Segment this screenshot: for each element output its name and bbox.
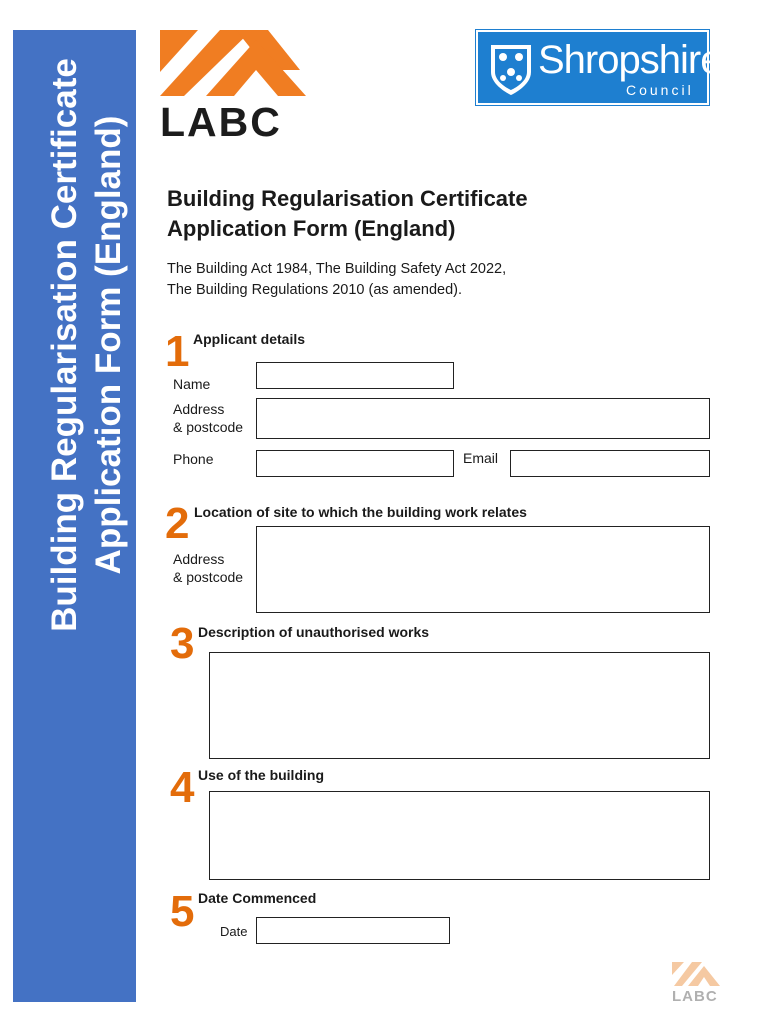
date-label: Date xyxy=(220,924,248,939)
phone-label: Phone xyxy=(173,451,214,467)
shropshire-sub: Council xyxy=(626,82,694,98)
section-3-heading: Description of unauthorised works xyxy=(198,624,430,640)
sidebar-title xyxy=(43,45,131,645)
section-4-number: 4 xyxy=(170,763,195,812)
section-5-heading: Date Commenced xyxy=(198,890,317,906)
site-address-field[interactable] xyxy=(256,526,710,613)
page-title-line2: Application Form (England) xyxy=(167,216,456,241)
email-label: Email xyxy=(463,450,499,466)
section-2-number: 2 xyxy=(165,499,190,548)
sidebar-title-line2: Application Form (England) xyxy=(89,115,128,575)
labc-logo xyxy=(160,30,320,145)
works-description-field[interactable] xyxy=(209,652,710,759)
shropshire-name: Shropshire xyxy=(538,38,722,82)
name-field[interactable] xyxy=(256,362,454,389)
crest-icon xyxy=(488,42,534,98)
site-address-label-line2: & postcode xyxy=(173,569,244,585)
phone-field[interactable] xyxy=(256,450,454,477)
labc-footer-wordmark: LABC xyxy=(672,988,718,1005)
sidebar-title-line1: Building Regularisation Certificate xyxy=(45,58,84,632)
name-label: Name xyxy=(173,376,211,392)
section-2-heading: Location of site to which the building work relates xyxy=(194,504,527,520)
page-title xyxy=(167,184,528,244)
labc-footer-roof-icon xyxy=(672,962,724,988)
shropshire-council-logo xyxy=(476,30,722,105)
address-label xyxy=(173,400,243,436)
subtitle-line2: The Building Regulations 2010 (as amended). xyxy=(167,282,463,298)
legislation-subtitle xyxy=(167,259,506,301)
subtitle-line1: The Building Act 1984, The Building Safety Act 2022, xyxy=(167,261,507,277)
labc-footer-logo xyxy=(672,962,732,1007)
address-label-line2: & postcode xyxy=(173,419,244,435)
sidebar-banner xyxy=(13,30,136,1002)
page-title-line1: Building Regularisation Certificate xyxy=(167,186,528,211)
email-field[interactable] xyxy=(510,450,710,477)
labc-roof-icon xyxy=(160,30,320,100)
labc-wordmark: LABC xyxy=(160,99,282,145)
building-use-field[interactable] xyxy=(209,791,710,880)
date-field[interactable] xyxy=(256,917,450,944)
section-3-number: 3 xyxy=(170,619,195,668)
site-address-label-line1: Address xyxy=(173,551,225,567)
section-5-number: 5 xyxy=(170,887,195,936)
applicant-address-field[interactable] xyxy=(256,398,710,439)
site-address-label xyxy=(173,550,243,586)
section-1-heading: Applicant details xyxy=(193,331,306,347)
section-4-heading: Use of the building xyxy=(198,767,324,783)
section-1-number: 1 xyxy=(165,327,190,376)
address-label-line1: Address xyxy=(173,401,225,417)
